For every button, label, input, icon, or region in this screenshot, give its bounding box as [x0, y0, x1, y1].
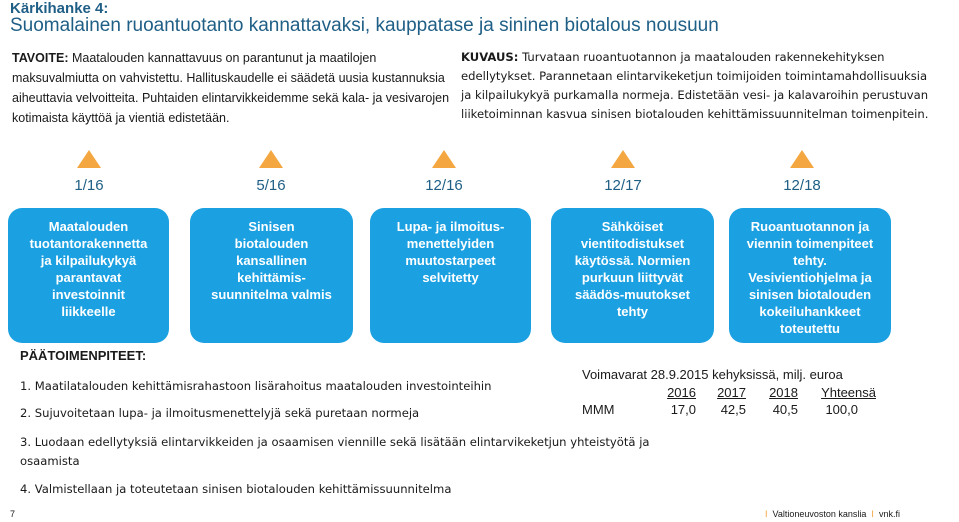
budget-value-cell: 17,0 [670, 402, 696, 417]
footer-org: Valtioneuvoston kanslia [772, 509, 867, 519]
milestone-line: Lupa- ja ilmoitus- [396, 219, 505, 234]
milestone-line: käytössä. Normien [574, 253, 691, 268]
milestone-line: liikkeelle [61, 304, 116, 319]
milestone-line: biotalouden [234, 236, 309, 251]
footer-separator: I [765, 509, 768, 519]
goal-body: Maatalouden kannattavuus on parantunut ja maatilojen maksuvalmiutta on vahvistettu. Hallituskaudelle ei säädetä uusia kustannuksia aiheuttavia velvoitteita. Puhtaiden elintarvikkeidemme sekä kala- ja vesivarojen kotimaista käyttöä ja vientiä edistetään. [12, 51, 450, 125]
budget-table [582, 384, 876, 418]
milestone-line: suunnitelma valmis [211, 287, 332, 302]
kicker-title: Kärkihanke 4: [10, 0, 109, 17]
description-body: Turvataan ruoantuotannon ja maatalouden rakennekehityksen edellytykset. Parannetaan elintarvikeketjun toimijoiden toimintamahdollisuuksia ja kilpailukykyä purkamalla normeja. Edistetään vesi- ja kalavaroihin perustuvan liiketoiminnan kasvua sinisen biotalouden kehittämissuunnitelman toimenpitein. [461, 50, 929, 121]
page-title: Suomalainen ruoantuotanto kannattavaksi, kauppatase ja sininen biotalous nousuun [10, 15, 719, 36]
budget-row [582, 401, 876, 418]
milestone-date: 5/16 [256, 177, 286, 194]
budget-corner-cell [582, 384, 646, 401]
budget-caption: Voimavarat 28.9.2015 kehyksissä, milj. euroa [582, 367, 843, 382]
budget-header-cell: 2017 [717, 385, 746, 400]
milestone-box [190, 208, 353, 343]
footer-separator: I [871, 509, 874, 519]
footer [760, 509, 900, 519]
milestone-line: muutostarpeet [405, 253, 496, 268]
milestone-line: säädös-muutokset [575, 287, 690, 302]
milestone-box [370, 208, 531, 343]
milestone-line: kehittämis- [237, 270, 306, 285]
milestone-box [8, 208, 169, 343]
milestone-line: sinisen biotalouden [748, 287, 872, 302]
budget-value-cell: 100,0 [825, 402, 858, 417]
milestone-line: Sinisen [248, 219, 295, 234]
milestone-line: tehty. [793, 253, 827, 268]
action-item: 1. Maatilatalouden kehittämisrahastoon lisärahoitus maatalouden investointeihin [20, 379, 492, 393]
milestone-marker-icon [77, 150, 101, 168]
milestone-box [729, 208, 891, 343]
milestone-line: Maatalouden [48, 219, 129, 234]
action-item: 2. Sujuvoitetaan lupa- ja ilmoitusmenettelyjä sekä puretaan normeja [20, 406, 420, 420]
milestone-line: toteutettu [780, 321, 840, 336]
milestone-line: investoinnit [52, 287, 125, 302]
milestone-line: Sähköiset [601, 219, 664, 234]
milestone-line: parantavat [55, 270, 122, 285]
goal-label: TAVOITE: [12, 51, 69, 65]
milestone-line: kansallinen [236, 253, 307, 268]
budget-header-cell: 2018 [769, 385, 798, 400]
milestone-line: tehty [616, 304, 649, 319]
milestone-line: kokeiluhankkeet [759, 304, 861, 319]
milestone-date: 12/18 [783, 177, 821, 194]
milestone-line: menettelyiden [406, 236, 495, 251]
milestone-marker-icon [259, 150, 283, 168]
milestone-line: Ruoantuotannon ja [750, 219, 870, 234]
budget-header-cell: Yhteensä [821, 385, 876, 400]
page-number: 7 [10, 509, 16, 519]
actions-heading: PÄÄTOIMENPITEET: [20, 348, 147, 363]
goal-text [12, 48, 452, 128]
budget-value-cell: 42,5 [720, 402, 746, 417]
milestone-box [551, 208, 714, 343]
milestone-line: tuotantorakennetta [29, 236, 148, 251]
milestone-date: 12/16 [425, 177, 463, 194]
milestone-marker-icon [790, 150, 814, 168]
budget-header-row [582, 384, 876, 401]
budget-header-cell: 2016 [667, 385, 696, 400]
budget-row-label: MMM [582, 402, 615, 417]
milestone-date: 12/17 [604, 177, 642, 194]
action-item: 4. Valmistellaan ja toteutetaan sinisen biotalouden kehittämissuunnitelma [20, 482, 452, 496]
milestone-line: viennin toimenpiteet [746, 236, 874, 251]
milestone-line: Vesivientiohjelma ja [748, 270, 872, 285]
footer-site: vnk.fi [878, 509, 900, 519]
milestone-line: purkuun liittyvät [581, 270, 684, 285]
action-item: 3. Luodaan edellytyksiä elintarvikkeiden ja osaamisen viennille sekä lisätään elintarvikeketjun yhteistyötä ja osaamista [20, 435, 650, 468]
milestone-line: selvitetty [422, 270, 479, 285]
milestone-line: vientitodistukset [580, 236, 685, 251]
description-label: KUVAUS: [461, 50, 519, 64]
milestone-date: 1/16 [74, 177, 104, 194]
budget-value-cell: 40,5 [772, 402, 798, 417]
milestone-marker-icon [432, 150, 456, 168]
milestone-marker-icon [611, 150, 635, 168]
description-text [461, 48, 931, 124]
milestone-line: ja kilpailukykyä [40, 253, 137, 268]
